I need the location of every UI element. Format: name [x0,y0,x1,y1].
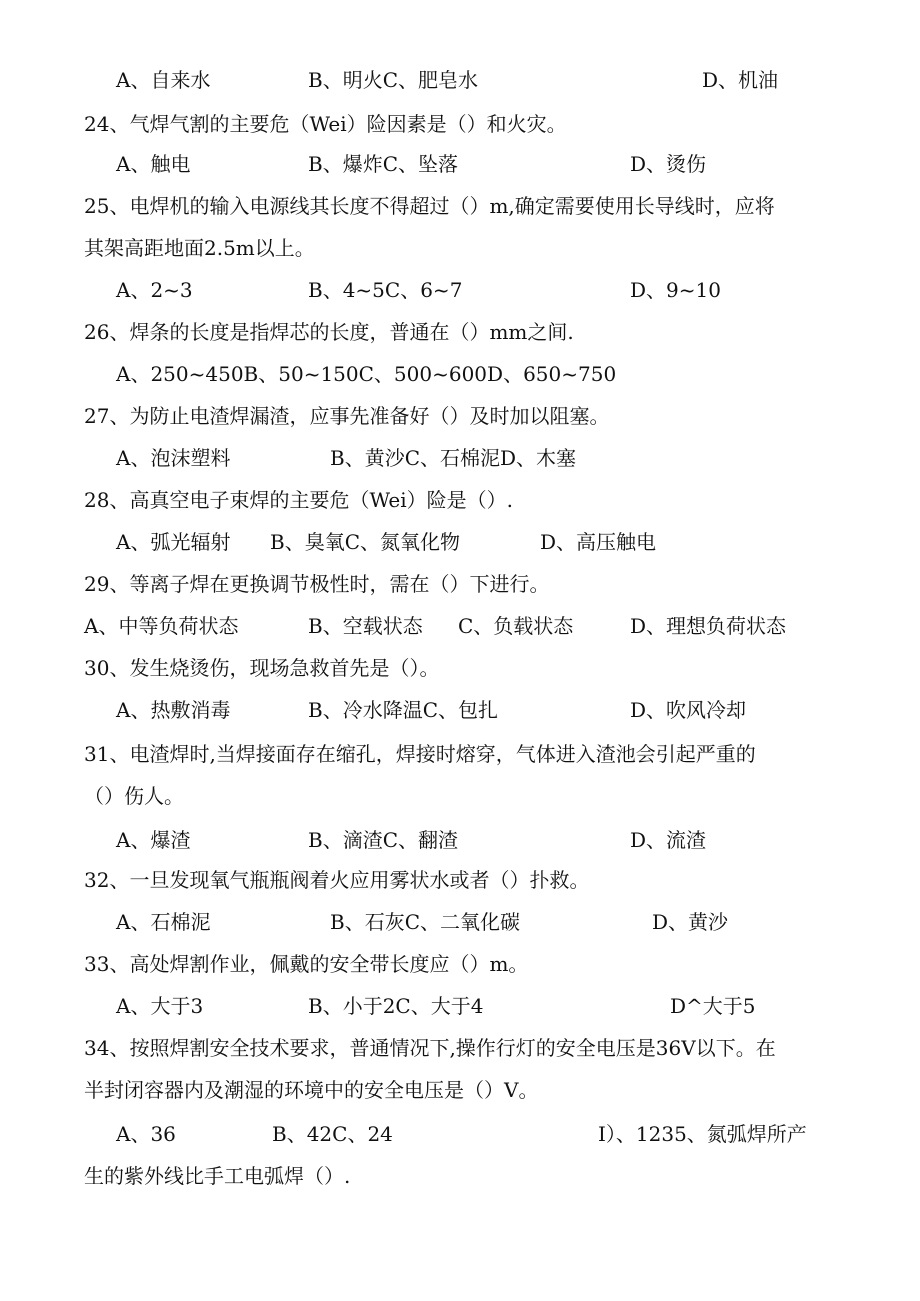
q29-option-a: A、中等负荷状态 [84,614,239,638]
q24-option-d: D、烫伤 [630,152,707,176]
q32-option-a: A、石棉泥 [116,910,211,934]
q29-option-d: D、理想负荷状态 [630,614,787,638]
q25-option-bc: B、4~5C、6~7 [308,278,463,302]
question-34-cont: 半封闭容器内及潮湿的环境中的安全电压是（）V。 [84,1078,539,1102]
q24-option-a: A、触电 [116,152,191,176]
q31-option-d: D、流渣 [630,828,707,852]
q32-option-bc: B、石灰C、二氧化碳 [330,910,520,934]
question-29: 29、等离子焊在更换调节极性时，需在（）下进行。 [84,572,550,596]
q33-option-a: A、大于3 [116,994,204,1018]
q25-option-d: D、9~10 [630,278,721,302]
q28-option-d: D、高压触电 [540,530,657,554]
q29-option-c: C、负载状态 [458,614,574,638]
q33-option-bc: B、小于2C、大于4 [308,994,484,1018]
question-35-cont: 生的紫外线比手工电弧焊（）. [84,1164,351,1188]
q28-option-a: A、弧光辐射 [116,530,231,554]
question-30: 30、发生烧烫伤，现场急救首先是（）。 [84,656,440,680]
question-31-cont: （）伤人。 [84,784,184,808]
question-25-cont: 其架高距地面2.5m以上。 [84,236,315,260]
q30-option-d: D、吹风冷却 [630,698,747,722]
q34-option-a: A、36 [116,1122,176,1146]
q34-option-d-and-q35: I）、1235、氮弧焊所产 [598,1122,807,1146]
question-26: 26、焊条的长度是指焊芯的长度，普通在（）mm之间. [84,320,574,344]
question-32: 32、一旦发现氧气瓶瓶阀着火应用雾状水或者（）扑救。 [84,868,590,892]
question-25: 25、电焊机的输入电源线其长度不得超过（）m,确定需要使用长导线时，应将 [84,194,775,218]
q28-option-bc: B、臭氧C、氮氧化物 [270,530,460,554]
question-28: 28、高真空电子束焊的主要危（Wei）险是（）. [84,488,513,512]
question-33: 33、高处焊割作业，佩戴的安全带长度应（）m。 [84,952,529,976]
q25-option-a: A、2~3 [116,278,193,302]
q24-option-bc: B、爆炸C、坠落 [308,152,458,176]
question-24: 24、气焊气割的主要危（Wei）险因素是（）和火灾。 [84,112,567,136]
q30-option-bc: B、冷水降温C、包扎 [308,698,498,722]
question-34: 34、按照焊割安全技术要求，普通情况下,操作行灯的安全电压是36V以下。在 [84,1036,776,1060]
q32-option-d: D、黄沙 [652,910,729,934]
question-31: 31、电渣焊时,当焊接面存在缩孔，焊接时熔穿，气体进入渣池会引起严重的 [84,742,756,766]
q30-option-a: A、热敷消毒 [116,698,231,722]
q23-option-bc: B、明火C、肥皂水 [308,68,478,92]
q31-option-bc: B、滴渣C、翻渣 [308,828,458,852]
q29-option-b: B、空载状态 [308,614,423,638]
q33-option-d: D^大于5 [670,994,756,1018]
question-27: 27、为防止电渣焊漏渣，应事先准备好（）及时加以阻塞。 [84,404,610,428]
q27-option-a: A、泡沫塑料 [116,446,231,470]
q27-option-bcd: B、黄沙C、石棉泥D、木塞 [330,446,577,470]
q23-option-d: D、机油 [702,68,779,92]
q31-option-a: A、爆渣 [116,828,191,852]
q34-option-bc: B、42C、24 [272,1122,393,1146]
q26-options: A、250~450B、50~150C、500~600D、650~750 [116,362,617,386]
q23-option-a: A、自来水 [116,68,211,92]
